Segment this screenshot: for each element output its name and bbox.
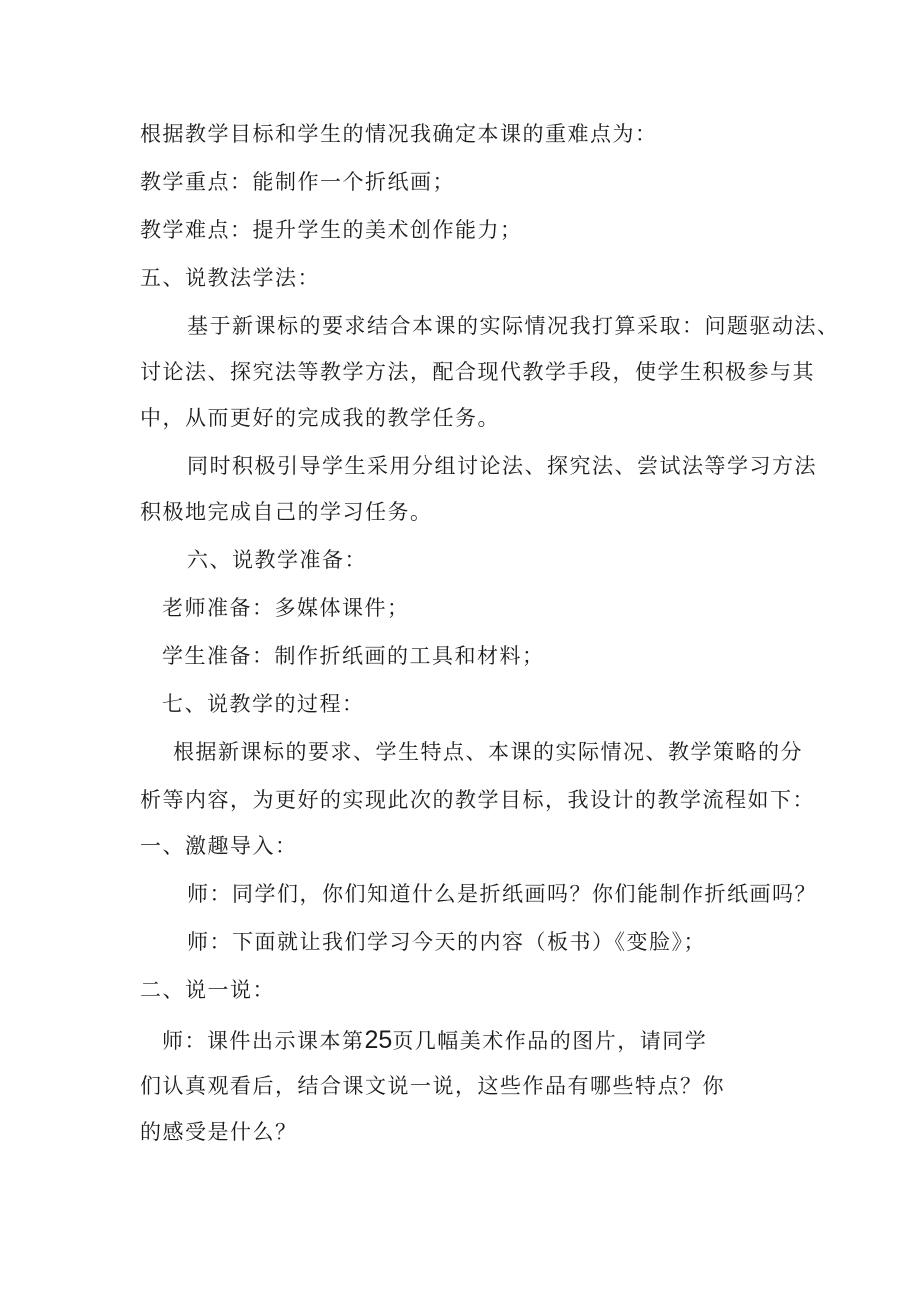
line-8: 同时积极引导学生采用分组讨论法、探究法、尝试法等学习方法	[187, 454, 817, 478]
line-18: 师：下面就让我们学习今天的内容（板书）《变脸》；	[187, 930, 706, 954]
line-11: 老师准备：多媒体课件；	[162, 596, 410, 620]
line-2: 教学重点：能制作一个折纸画；	[140, 170, 455, 194]
line-14: 根据新课标的要求、学生特点、本课的实际情况、教学策略的分	[173, 740, 803, 764]
last-paragraph-line-1	[162, 1028, 707, 1053]
line-6: 讨论法、探究法等教学方法，配合现代教学手段，使学生积极参与其	[140, 360, 815, 384]
section-heading-6: 六、说教学准备：	[187, 548, 367, 572]
section-heading-7: 七、说教学的过程：	[162, 692, 365, 716]
subsection-heading-2: 二、说一说：	[140, 978, 275, 1002]
line-7: 中，从而更好的完成我的教学任务。	[140, 406, 500, 430]
page-number: 25	[364, 1026, 393, 1054]
line-12: 学生准备：制作折纸画的工具和材料；	[162, 644, 545, 668]
text-before-number: 师：课件出示课本第	[162, 1029, 365, 1053]
line-5: 基于新课标的要求结合本课的实际情况我打算采取：问题驱动法、	[187, 314, 840, 338]
last-paragraph-line-3: 的感受是什么？	[140, 1120, 298, 1144]
last-paragraph-line-2: 们认真观看后，结合课文说一说，这些作品有哪些特点？你	[140, 1074, 725, 1098]
subsection-heading-1: 一、激趣导入：	[140, 834, 298, 858]
line-9: 积极地完成自己的学习任务。	[140, 500, 433, 524]
text-after-number: 页几幅美术作品的图片，请同学	[392, 1029, 708, 1053]
line-17: 师：同学们，你们知道什么是折纸画吗？你们能制作折纸画吗？	[187, 882, 817, 906]
line-3: 教学难点：提升学生的美术创作能力；	[140, 218, 523, 242]
line-1: 根据教学目标和学生的情况我确定本课的重难点为：	[140, 122, 658, 146]
line-15: 析等内容，为更好的实现此次的教学目标，我设计的教学流程如下：	[140, 788, 815, 812]
section-heading-5: 五、说教法学法：	[140, 266, 320, 290]
